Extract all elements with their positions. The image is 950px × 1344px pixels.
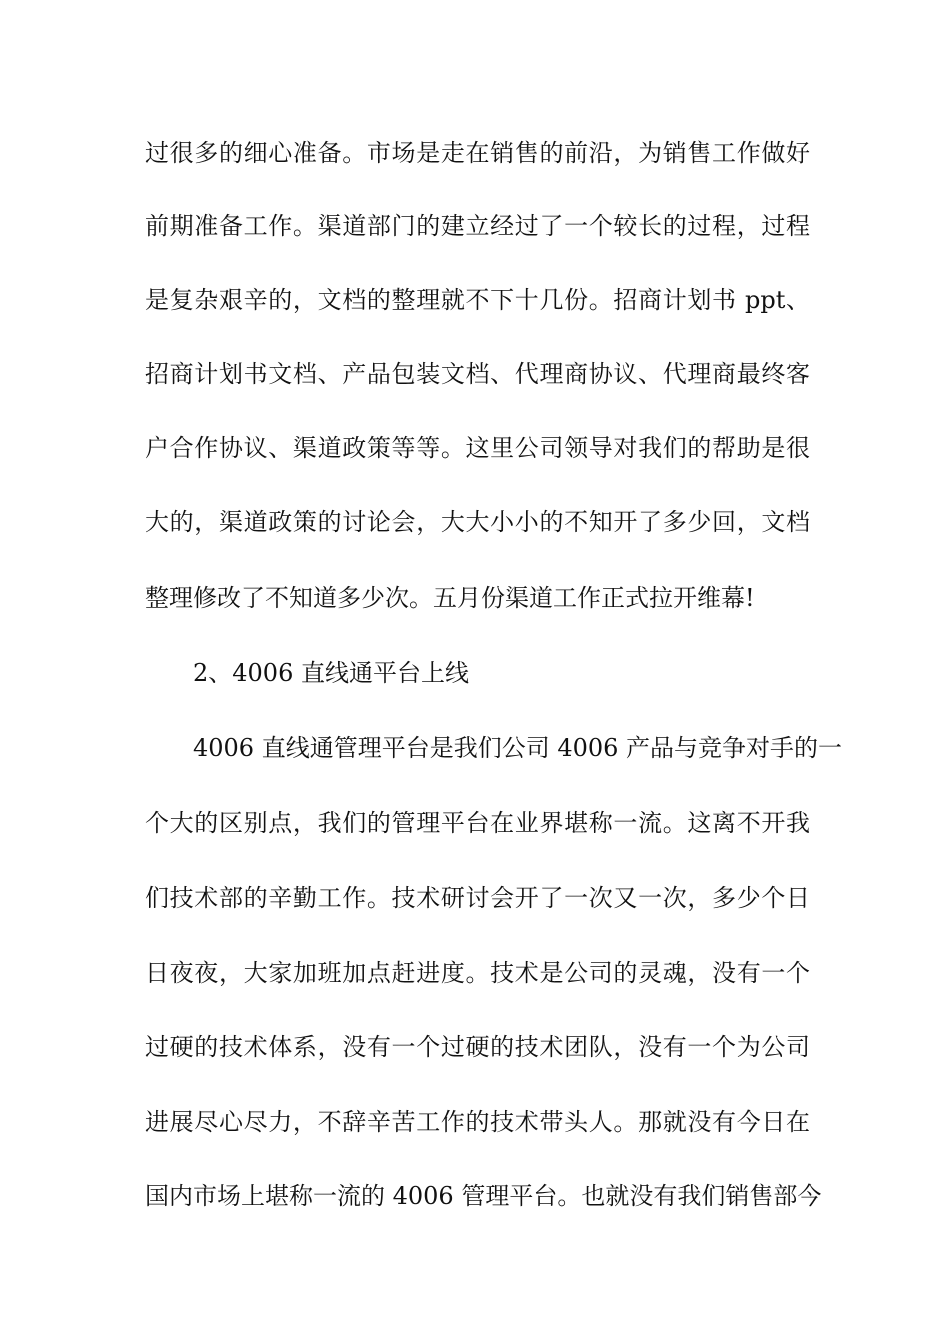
paragraph-line: 过硬的技术体系，没有一个过硬的技术团队，没有一个为公司 xyxy=(145,1033,810,1061)
paragraph-line: 4006 直线通管理平台是我们公司 4006 产品与竞争对手的一 xyxy=(193,734,843,762)
paragraph-line: 整理修改了不知道多少次。五月份渠道工作正式拉开维幕! xyxy=(145,584,755,612)
paragraph-line: 个大的区别点，我们的管理平台在业界堪称一流。这离不开我 xyxy=(145,809,810,837)
paragraph-line: 是复杂艰辛的，文档的整理就不下十几份。招商计划书 ppt、 xyxy=(145,286,810,314)
paragraph-line: 大的，渠道政策的讨论会，大大小小的不知开了多少回，文档 xyxy=(145,508,810,536)
paragraph-line: 过很多的细心准备。市场是走在销售的前沿，为销售工作做好 xyxy=(145,139,810,167)
paragraph-line: 招商计划书文档、产品包装文档、代理商协议、代理商最终客 xyxy=(145,360,810,388)
paragraph-line: 前期准备工作。渠道部门的建立经过了一个较长的过程，过程 xyxy=(145,212,810,240)
paragraph-line: 进展尽心尽力，不辞辛苦工作的技术带头人。那就没有今日在 xyxy=(145,1108,810,1136)
paragraph-line: 们技术部的辛勤工作。技术研讨会开了一次又一次，多少个日 xyxy=(145,884,810,912)
paragraph-line: 日夜夜，大家加班加点赶进度。技术是公司的灵魂，没有一个 xyxy=(145,959,810,987)
paragraph-line: 户合作协议、渠道政策等等。这里公司领导对我们的帮助是很 xyxy=(145,434,810,462)
section-heading: 2、4006 直线通平台上线 xyxy=(193,659,469,687)
paragraph-line: 国内市场上堪称一流的 4006 管理平台。也就没有我们销售部今 xyxy=(145,1182,822,1210)
